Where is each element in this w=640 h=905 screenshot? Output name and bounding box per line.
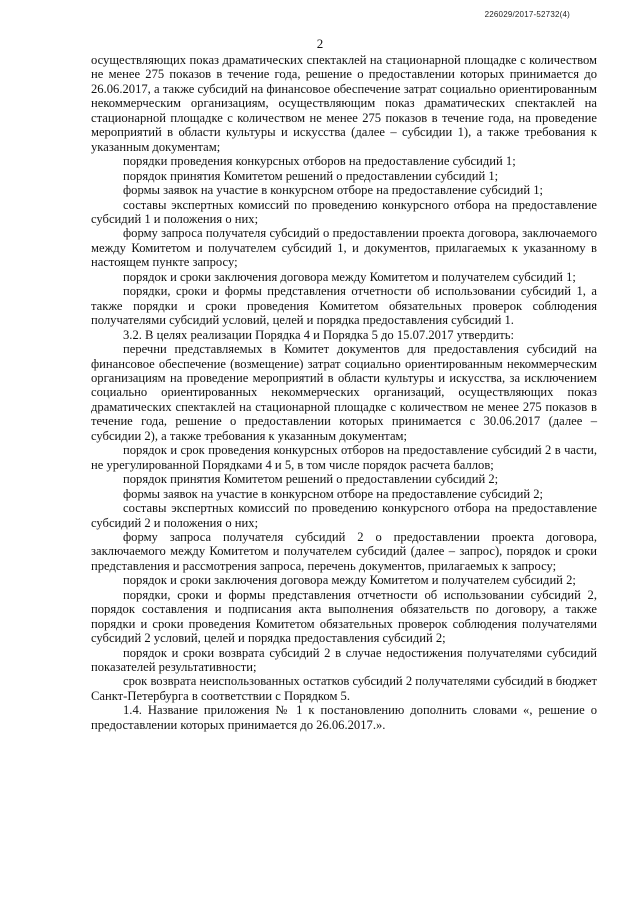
paragraph: срок возврата неиспользованных остатков субсидий 2 получателями субсидий в бюджет Санкт-Петербурга в соответствии с Порядком 5. — [91, 674, 597, 703]
paragraph: перечни представляемых в Комитет документов для предоставления субсидий на финансовое обеспечение (возмещение) затрат социально ориентированным некоммерческим организациям на проведение мероприятий в области культуры и искусства, за исключением социально ориентированных некоммерческих организаций, осуществляющих показ драматических спектаклей на стационарной площадке с количеством не менее 275 показов в течение года, решение о предоставлении которых принимается с 30.06.2017 (далее – субсидии 2), а также требования к указанным документам; — [91, 342, 597, 443]
page-number: 2 — [316, 36, 324, 51]
paragraph: порядок принятия Комитетом решений о предоставлении субсидий 1; — [123, 168, 499, 183]
paragraph: порядок и сроки возврата субсидий 2 в случае недостижения получателями субсидий показателей результативности; — [91, 645, 597, 675]
paragraph: осуществляющих показ драматических спектаклей на стационарной площадке с количеством не менее 275 показов в течение года, решение о предоставлении которых принимается до 26.06.2017, а также субсидий на финансовое обеспечение затрат социально ориентированным некоммерческим организациям, осуществляющим показ драматических спектаклей на стационарной площадке с количеством не менее 275 показов в течение года, на проведение мероприятий в области культуры и искусства (далее – субсидии 1), а также требования к указанным документам; — [91, 53, 597, 154]
paragraph: порядок и сроки заключения договора между Комитетом и получателем субсидий 2; — [123, 573, 576, 588]
paragraph: порядки проведения конкурсных отборов на предоставление субсидий 1; — [123, 154, 516, 169]
document-body — [91, 53, 597, 732]
paragraph: 1.4. Название приложения № 1 к постановлению дополнить словами «, решение о предоставлении которых принимается до 26.06.2017.». — [91, 703, 597, 732]
paragraph: форму запроса получателя субсидий о предоставлении проекта договора, заключаемого между Комитетом и получателем субсидий 1, и документов, прилагаемых к указанному в настоящем пункте запросу; — [91, 226, 597, 270]
paragraph: порядок принятия Комитетом решений о предоставлении субсидий 2; — [123, 472, 499, 487]
paragraph: формы заявок на участие в конкурсном отборе на предоставление субсидий 2; — [123, 486, 544, 501]
paragraph: составы экспертных комиссий по проведению конкурсного отбора на предоставление субсидий 1 и положения о них; — [91, 197, 597, 226]
paragraph: порядки, сроки и формы представления отчетности об использовании субсидий 2, порядок составления и подписания акта выполнения обязательств по договору, а также порядки и сроки проведения Комитетом обязательных проверок соблюдения получателями субсидий 2 условий, целей и порядка предоставления субсидий 2; — [91, 587, 597, 646]
paragraph: порядок и сроки заключения договора между Комитетом и получателем субсидий 1; — [123, 269, 576, 284]
paragraph: формы заявок на участие в конкурсном отборе на предоставление субсидий 1; — [123, 183, 544, 198]
paragraph: порядки, сроки и формы представления отчетности об использовании субсидий 1, а также порядки и сроки проведения Комитетом обязательных проверок соблюдения получателями субсидий условий, целей и порядка предоставления субсидий 1. — [91, 284, 597, 328]
paragraph: составы экспертных комиссий по проведению конкурсного отбора на предоставление субсидий 2 и положения о них; — [91, 501, 597, 530]
paragraph: 3.2. В целях реализации Порядка 4 и Порядка 5 до 15.07.2017 утвердить: — [123, 327, 514, 342]
paragraph: порядок и срок проведения конкурсных отборов на предоставление субсидий 2 в части, не урегулированной Порядками 4 и 5, в том числе порядок расчета баллов; — [91, 443, 597, 472]
paragraph: форму запроса получателя субсидий 2 о предоставлении проекта договора, заключаемого между Комитетом и получателем субсидий (далее – запрос), порядок и сроки представления и рассмотрения запроса, перечень документов, прилагаемых к запросу; — [91, 529, 597, 573]
document-id: 226029/2017-52732(4) — [484, 10, 570, 19]
